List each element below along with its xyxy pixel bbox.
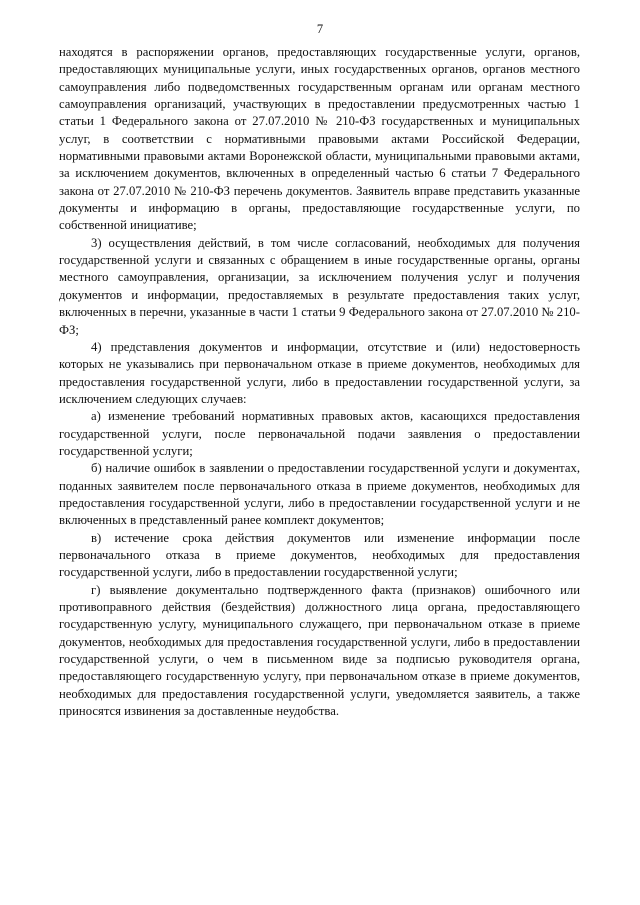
paragraph-item-3: 3) осуществления действий, в том числе согласований, необходимых для получения государственной услуги и связанных с обращением в иные государственные органы, органы местного самоуправления, организации, за исключением получения услуг и получения документов и информации, предоставляемых в результате предоставления таких услуг, включенных в перечни, указанные в части 1 статьи 9 Федерального закона от 27.07.2010 № 210-ФЗ; (59, 235, 580, 337)
paragraph-subitem-b: б) наличие ошибок в заявлении о предоставлении государственной услуги и документах, поданных заявителем после первоначального отказа в приеме документов, необходимых для предоставления государственной услуги, либо в предоставлении государственной услуги и не включенных в представленный ранее комплект документов; (59, 461, 580, 528)
paragraph-subitem-v: в) истечение срока действия документов или изменение информации после первоначального отказа в приеме документов, необходимых для предоставления государственной услуги, либо в предоставлении государственной услуги; (59, 530, 580, 580)
document-body (59, 44, 580, 720)
paragraph-subitem-a: а) изменение требований нормативных правовых актов, касающихся предоставления государственной услуги, после первоначальной подачи заявления о предоставлении государственной услуги; (59, 409, 580, 458)
paragraph-subitem-g: г) выявление документально подтвержденного факта (признаков) ошибочного или противоправного действия (бездействия) должностного лица органа, предоставляющего государственную услугу, муниципального служащего, при первоначальном отказе в приеме документов, необходимых для предоставления государственной услуги, либо в предоставлении государственной услуги, о чем в письменном виде за подписью руководителя органа, предоставляющего государственную услугу, при первоначальном отказе в приеме документов, необходимых для предоставления государственной услуги, уведомляется заявитель, а также приносятся извинения за доставленные неудобства. (59, 582, 580, 719)
paragraph-item-4: 4) представления документов и информации, отсутствие и (или) недостоверность которых не указывались при первоначальном отказе в приеме документов, необходимых для предоставления государственной услуги, либо в предоставлении государственной услуги, за исключением следующих случаев: (59, 339, 580, 406)
page-number: 7 (316, 22, 324, 36)
paragraph-continuation: находятся в распоряжении органов, предоставляющих государственные услуги, органов, предоставляющих муниципальные услуги, иных государственных органов, органов местного самоуправления либо подведомственных государственным органам или органам местного самоуправления организаций, участвующих в предоставлении предусмотренных частью 1 статьи 1 Федерального закона от 27.07.2010 № 210-ФЗ государственных и муниципальных услуг, в соответствии с нормативными правовыми актами Российской Федерации, нормативными правовыми актами Воронежской области, муниципальными правовыми актами, за исключением документов, включенных в определенный частью 6 статьи 7 Федерального закона от 27.07.2010 № 210-ФЗ перечень документов. Заявитель вправе представить указанные документы и информацию в органы, предоставляющие государственные услуги, по собственной инициативе; (59, 45, 580, 233)
